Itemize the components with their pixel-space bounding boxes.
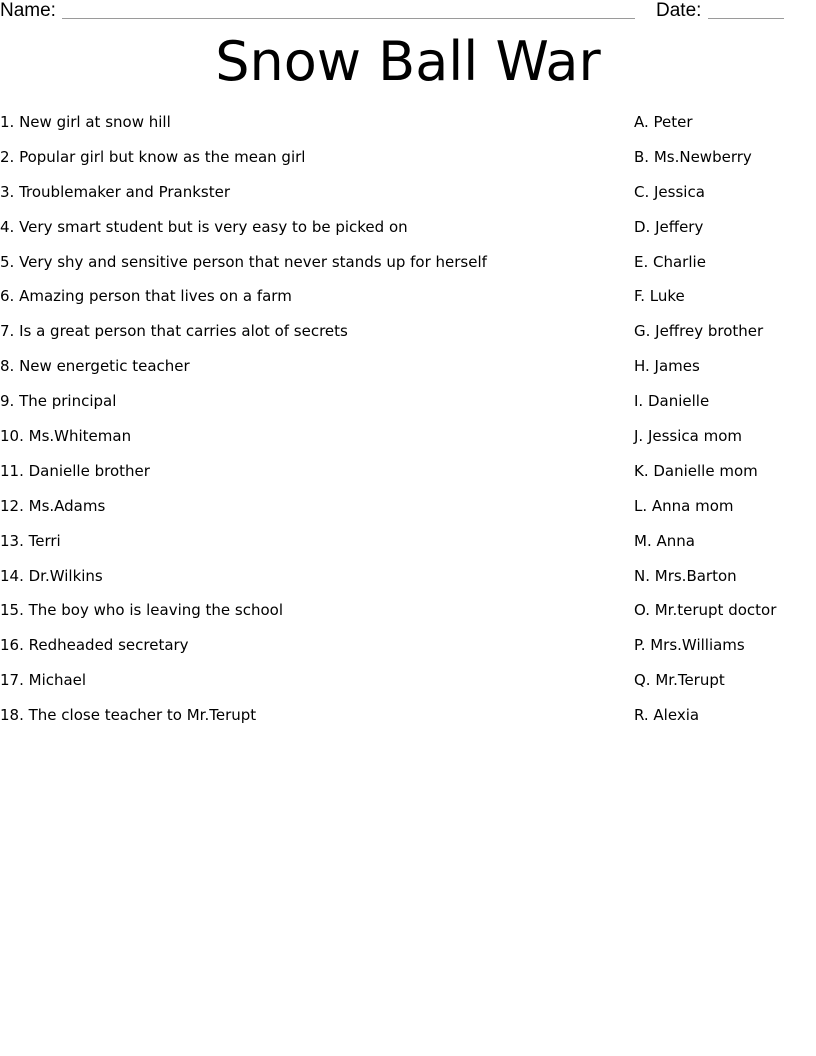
answer-item: P. Mrs.Williams [634,636,745,655]
answer-item: A. Peter [634,113,693,131]
date-label: Date: [656,0,702,21]
clue-item: 8. New energetic teacher [0,357,190,376]
clue-item: 6. Amazing person that lives on a farm [0,287,292,306]
clue-item: 2. Popular girl but know as the mean girl [0,147,306,166]
clue-item: 10. Ms.Whiteman [0,427,132,446]
answer-item: F. Luke [634,287,685,306]
page-title: Snow Ball War [215,30,601,93]
answers-list [634,110,816,738]
clue-item: 18. The close teacher to Mr.Terupt [0,706,257,725]
answer-item: K. Danielle mom [634,461,758,480]
name-label: Name: [0,0,56,21]
clue-item: 16. Redheaded secretary [0,636,189,655]
answer-item: H. James [634,357,700,376]
clue-item: 17. Michael [0,671,87,690]
answer-item: M. Anna [634,531,695,550]
clue-item: 4. Very smart student but is very easy to be picked on [0,217,408,236]
clue-item: 12. Ms.Adams [0,496,106,515]
answer-item: J. Jessica mom [634,427,743,446]
clue-item: 7. Is a great person that carries alot of secrets [0,322,348,341]
clue-item: 9. The principal [0,392,117,411]
clue-item: 15. The boy who is leaving the school [0,601,284,620]
date-blank-line [708,18,784,19]
clue-item: 3. Troublemaker and Prankster [0,182,231,201]
clue-item: 14. Dr.Wilkins [0,566,103,585]
clue-item: 1. New girl at snow hill [0,113,171,131]
answer-item: G. Jeffrey brother [634,322,764,341]
answer-item: B. Ms.Newberry [634,147,752,166]
answer-item: D. Jeffery [634,217,704,236]
answer-item: E. Charlie [634,252,706,271]
clue-item: 13. Terri [0,531,61,550]
clue-item: 11. Danielle brother [0,461,150,480]
answer-item: Q. Mr.Terupt [634,671,725,690]
answer-item: R. Alexia [634,706,700,725]
answer-item: C. Jessica [634,182,705,201]
answer-item: O. Mr.terupt doctor [634,601,777,620]
answer-item: N. Mrs.Barton [634,566,737,585]
answer-item: L. Anna mom [634,496,734,515]
clue-item: 5. Very shy and sensitive person that never stands up for herself [0,252,487,271]
answer-item: I. Danielle [634,392,710,411]
clues-list [0,110,600,738]
worksheet-header [0,0,816,24]
name-blank-line [62,18,635,19]
